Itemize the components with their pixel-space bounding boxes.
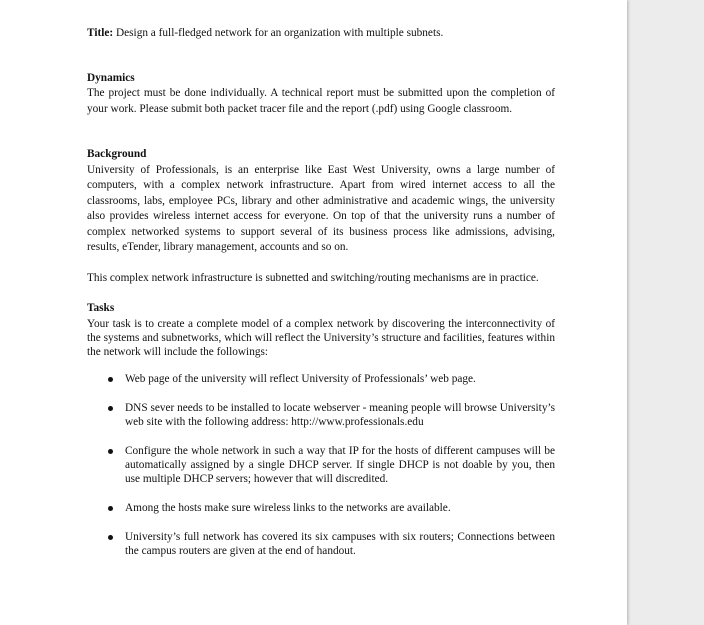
bullet-icon [108,377,113,382]
document-title [87,26,555,42]
title-text: Design a full-fledged network for an organization with multiple subnets. [113,27,444,39]
tasks-list [108,372,555,558]
list-item-text: Web page of the university will reflect University of Professionals’ web page. [125,372,476,385]
list-item [108,530,555,558]
list-item [108,401,555,429]
list-item-text: University’s full network has covered its six campuses with six routers; Connections between the campus routers are given at the end of handout. [125,530,555,557]
bullet-icon [108,406,113,411]
list-item-text: Among the hosts make sure wireless links to the networks are available. [125,501,451,514]
list-item [108,372,555,386]
section-dynamics [87,71,555,118]
list-item [108,444,555,486]
background-heading: Background [87,148,147,160]
title-label: Title: [87,27,114,39]
bullet-icon [108,449,113,454]
background-paragraph-2: This complex network infrastructure is subnetted and switching/routing mechanisms are in practice. [87,271,539,284]
tasks-paragraph: Your task is to create a complete model of a complex network by discovering the interconnectivity of the systems and subnetworks, which will reflect the University’s structure and facilities, features within the network will include the followings: [87,317,555,358]
dynamics-heading: Dynamics [87,71,135,84]
list-item-text: DNS sever needs to be installed to locate webserver - meaning people will browse University’s web site with the following address: http://www.professionals.edu [125,401,555,428]
tasks-heading: Tasks [87,302,115,314]
list-item [108,501,555,515]
bullet-icon [108,506,113,511]
list-item-text: Configure the whole network in such a way that IP for the hosts of different campuses will be automatically assigned by a single DHCP server. If single DHCP is not doable by you, then use multiple DHCP servers; however that will discredited. [125,444,555,485]
background-paragraph: University of Professionals, is an enterprise like East West University, owns a large number of computers, with a complex network infrastructure. Apart from wired internet access to all the classrooms, labs, employee PCs, library and other administrative and academic wings, the university also provides wireless internet access for everyone. On top of that the university runs a number of complex networked systems to support several of its business process like admissions, advising, results, eTender, library management, accounts and so on. [87,163,555,253]
section-tasks [87,301,555,558]
document-content [87,26,555,558]
bullet-icon [108,535,113,540]
dynamics-paragraph: The project must be done individually. A technical report must be submitted upon the completion of your work. Please submit both packet tracer file and the report (.pdf) using Google classroom. [87,87,555,115]
section-background [87,147,555,286]
